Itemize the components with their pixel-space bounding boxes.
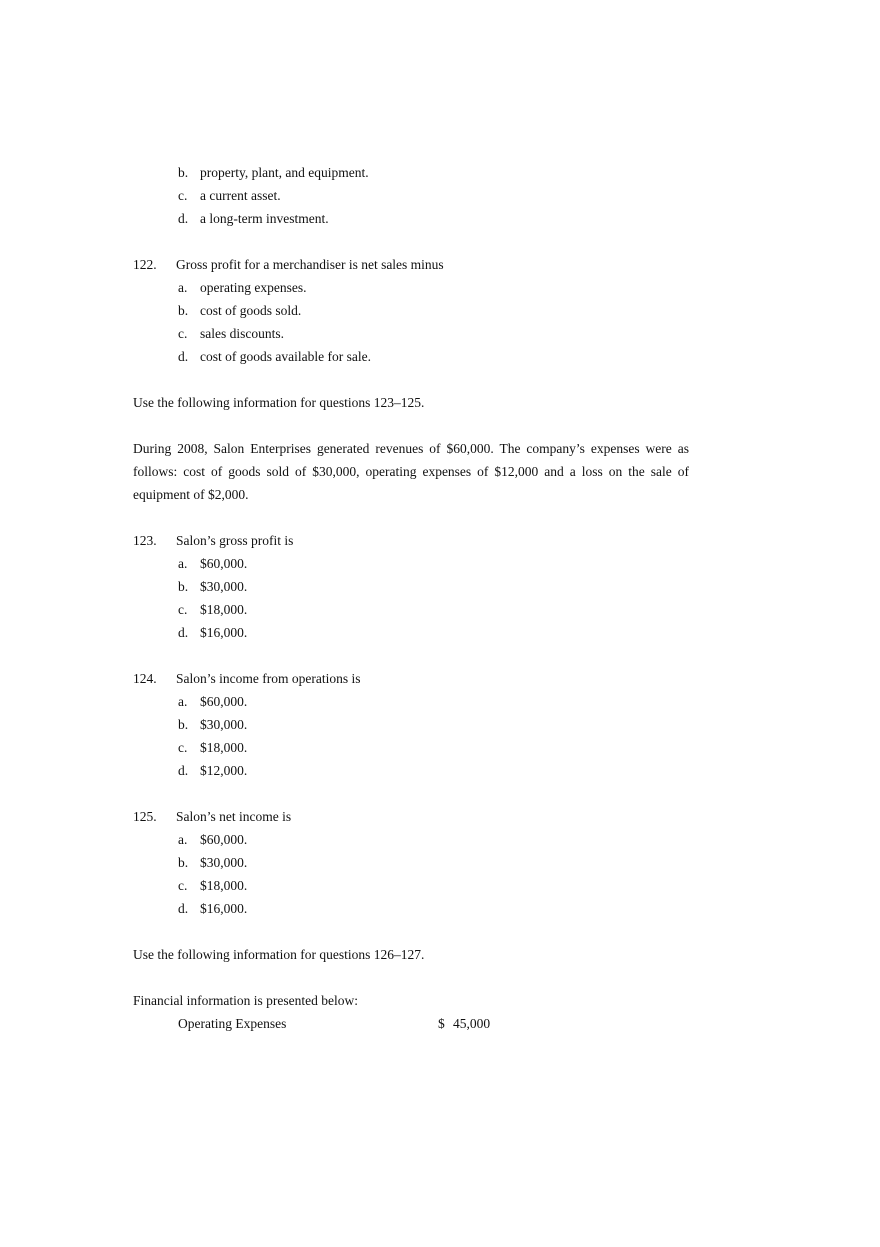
- option-d: d. cost of goods available for sale.: [178, 349, 371, 364]
- question-number: 123.: [133, 533, 157, 548]
- option-a: a. $60,000.: [178, 832, 248, 847]
- scenario-paragraph: During 2008, Salon Enterprises generated revenues of $60,000. The company’s expenses were as follows: cost of goods sold of $30,000, operating expenses of $12,000 and a loss on the sale of equipment of $2,000.: [133, 441, 689, 502]
- info-note: Use the following information for questions 126–127.: [133, 947, 425, 962]
- option-d: d. $12,000.: [178, 763, 248, 778]
- option-b: b. $30,000.: [178, 717, 248, 732]
- option-b: b. property, plant, and equipment.: [178, 165, 369, 180]
- question-number: 125.: [133, 809, 157, 824]
- question-text: Salon’s income from operations is: [176, 671, 361, 686]
- financial-item-amount: 45,000: [453, 1016, 491, 1031]
- option-c: c. $18,000.: [178, 602, 248, 617]
- option-b: b. $30,000.: [178, 855, 248, 870]
- info-note: Use the following information for questions 123–125.: [133, 395, 425, 410]
- option-b: b. $30,000.: [178, 579, 248, 594]
- financial-intro: Financial information is presented below:: [133, 993, 358, 1008]
- financial-item-currency: $: [438, 1016, 445, 1031]
- option-a: a. operating expenses.: [178, 280, 307, 295]
- question-text: Gross profit for a merchandiser is net sales minus: [176, 257, 444, 272]
- question-text: Salon’s gross profit is: [176, 533, 294, 548]
- question-text: Salon’s net income is: [176, 809, 292, 824]
- option-a: a. $60,000.: [178, 694, 248, 709]
- option-d: d. $16,000.: [178, 625, 248, 640]
- option-b: b. cost of goods sold.: [178, 303, 302, 318]
- option-c: c. a current asset.: [178, 188, 281, 203]
- option-a: a. $60,000.: [178, 556, 248, 571]
- financial-item-label: Operating Expenses: [178, 1016, 287, 1031]
- option-d: d. a long-term investment.: [178, 211, 329, 226]
- option-c: c. $18,000.: [178, 878, 248, 893]
- option-c: c. $18,000.: [178, 740, 248, 755]
- question-number: 124.: [133, 671, 157, 686]
- question-number: 122.: [133, 257, 157, 272]
- option-c: c. sales discounts.: [178, 326, 284, 341]
- option-d: d. $16,000.: [178, 901, 248, 916]
